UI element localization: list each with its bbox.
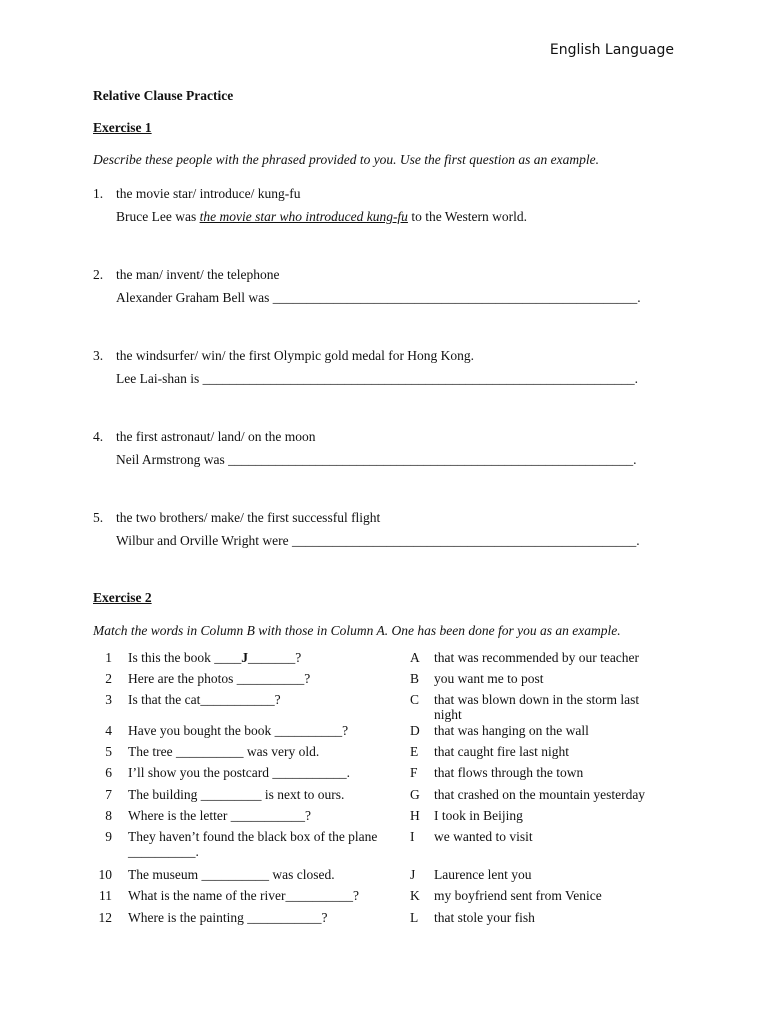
row-number: 10 — [98, 867, 112, 882]
row-number: 9 — [105, 829, 112, 844]
column-a-text: I’ll show you the postcard ___________. — [128, 765, 350, 780]
column-a-text: Have you bought the book __________? — [128, 723, 349, 738]
answer-line: Wilbur and Orville Wright were ___________________________________________________. — [116, 533, 640, 548]
row-number: 6 — [105, 765, 112, 780]
exercise-2-instruction: Match the words in Column B with those in Column A. One has been done for you as an example. — [93, 623, 621, 638]
row-number: 4 — [105, 723, 112, 738]
answer-line: Alexander Graham Bell was ______________________________________________________. — [116, 290, 641, 305]
question-number: 5. — [93, 510, 104, 525]
column-a-text: They haven’t found the black box of the plane __________. — [128, 829, 378, 859]
column-b-text: Laurence lent you — [434, 867, 532, 882]
column-b-text: my boyfriend sent from Venice — [434, 888, 602, 903]
answer-prefix: Bruce Lee was — [116, 209, 200, 224]
example-answer — [116, 209, 527, 225]
row1-suffix: _______? — [248, 650, 302, 665]
column-a-text — [128, 650, 396, 665]
row1-prefix: Is this the book ____ — [128, 650, 242, 665]
question-number: 4. — [93, 429, 104, 444]
row-number: 8 — [105, 808, 112, 823]
question-number: 1. — [93, 186, 104, 201]
answer-suffix: to the Western world. — [407, 209, 527, 224]
exercise-2-heading: Exercise 2 — [93, 590, 152, 605]
column-a-text: Where is the painting ___________? — [128, 910, 328, 925]
row-letter: B — [410, 671, 420, 686]
row-letter: A — [410, 650, 420, 665]
exercise-1-instruction: Describe these people with the phrased provided to you. Use the first question as an example. — [93, 152, 600, 167]
row-letter: C — [410, 692, 420, 707]
exercise-1-heading: Exercise 1 — [93, 120, 152, 135]
question-prompt: the first astronaut/ land/ on the moon — [116, 429, 316, 444]
answer-line: Neil Armstrong was ____________________________________________________________. — [116, 452, 637, 467]
column-a-text: The museum __________ was closed. — [128, 867, 335, 882]
example-match-answer: J — [241, 650, 248, 665]
page-header: English Language — [549, 42, 674, 58]
row-number: 2 — [105, 671, 112, 686]
row-letter: L — [410, 910, 419, 925]
column-a-text: The tree __________ was very old. — [128, 744, 320, 759]
question-number: 2. — [93, 267, 104, 282]
column-b-text: you want me to post — [434, 671, 544, 686]
question-prompt: the two brothers/ make/ the first successful flight — [116, 510, 381, 525]
column-b-text: that crashed on the mountain yesterday — [434, 787, 646, 802]
row-number: 3 — [105, 692, 112, 707]
column-a-text: Is that the cat___________? — [128, 692, 281, 707]
document-title: Relative Clause Practice — [93, 88, 234, 103]
row-number: 7 — [105, 787, 112, 802]
row-letter: K — [410, 888, 420, 903]
question-prompt: the man/ invent/ the telephone — [116, 267, 280, 282]
column-b-text: that stole your fish — [434, 910, 535, 925]
column-b-text: that was recommended by our teacher — [434, 650, 640, 665]
column-a-text: Here are the photos __________? — [128, 671, 311, 686]
column-b-text: that caught fire last night — [434, 744, 569, 759]
column-b-text: I took in Beijing — [434, 808, 523, 823]
column-a-text: Where is the letter ___________? — [128, 808, 311, 823]
answer-example: the movie star who introduced kung-fu — [199, 209, 408, 224]
row-letter: I — [410, 829, 415, 844]
row-number: 1 — [105, 650, 112, 665]
row-letter: J — [410, 867, 416, 882]
column-a-text: The building _________ is next to ours. — [128, 787, 345, 802]
column-b-text: that was blown down in the storm last night — [434, 692, 640, 722]
column-b-text: that was hanging on the wall — [434, 723, 589, 738]
answer-line: Lee Lai-shan is ________________________________________________________________. — [116, 371, 638, 386]
row-number: 5 — [105, 744, 112, 759]
row-letter: G — [410, 787, 420, 802]
row-letter: D — [410, 723, 420, 738]
row-number: 11 — [99, 888, 112, 903]
row-number: 12 — [98, 910, 112, 925]
question-number: 3. — [93, 348, 104, 363]
question-prompt: the movie star/ introduce/ kung-fu — [116, 186, 301, 201]
column-a-text: What is the name of the river__________? — [128, 888, 359, 903]
column-b-text: that flows through the town — [434, 765, 584, 780]
question-prompt: the windsurfer/ win/ the first Olympic gold medal for Hong Kong. — [116, 348, 475, 363]
column-b-text: we wanted to visit — [434, 829, 533, 844]
row-letter: H — [410, 808, 420, 823]
row-letter: E — [410, 744, 419, 759]
row-letter: F — [410, 765, 418, 780]
